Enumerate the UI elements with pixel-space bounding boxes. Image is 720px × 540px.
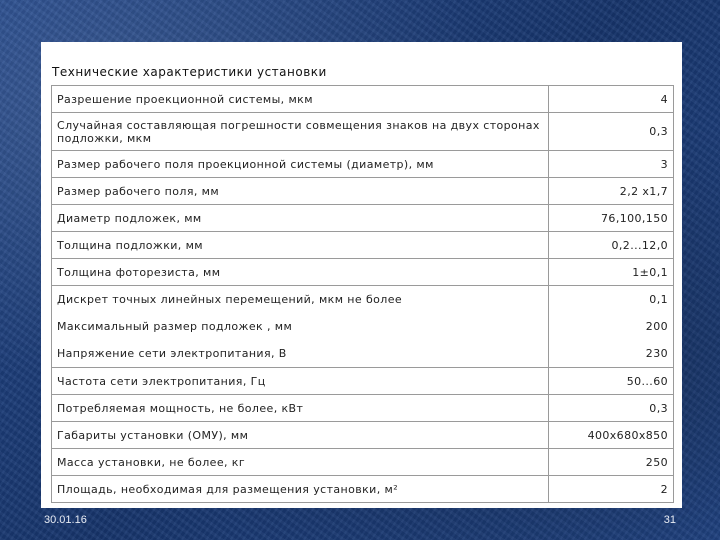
value-max-substrate-size: 200 xyxy=(645,320,668,333)
value-alignment-error: 0,3 xyxy=(549,113,674,151)
param-photoresist-thickness: Толщина фоторезиста, мм xyxy=(52,259,549,286)
specifications-table xyxy=(51,85,674,503)
table-row xyxy=(52,151,674,178)
table-row xyxy=(52,449,674,476)
table-row xyxy=(52,395,674,422)
param-floor-area: Площадь, необходимая для размещения установки, м² xyxy=(52,476,549,503)
param-max-substrate-size: Максимальный размер подложек , мм xyxy=(57,320,293,333)
table-row xyxy=(52,422,674,449)
param-dimensions: Габариты установки (ОМУ), мм xyxy=(52,422,549,449)
param-projection-field-diameter: Размер рабочего поля проекционной системы (диаметр), мм xyxy=(52,151,549,178)
value-floor-area: 2 xyxy=(549,476,674,503)
table-row xyxy=(52,86,674,113)
param-substrate-diameter: Диаметр подложек, мм xyxy=(52,205,549,232)
value-supply-voltage: 230 xyxy=(645,347,668,360)
slide-page-number: 31 xyxy=(663,514,676,526)
value-substrate-thickness: 0,2...12,0 xyxy=(549,232,674,259)
value-projection-field-diameter: 3 xyxy=(549,151,674,178)
value-group-cell xyxy=(549,286,674,368)
value-substrate-diameter: 76,100,150 xyxy=(549,205,674,232)
param-supply-frequency: Частота сети электропитания, Гц xyxy=(52,368,549,395)
table-row xyxy=(52,259,674,286)
value-supply-frequency: 50...60 xyxy=(549,368,674,395)
param-group-cell xyxy=(52,286,549,368)
param-mass: Масса установки, не более, кг xyxy=(52,449,549,476)
slide-content-panel xyxy=(41,42,682,508)
param-work-field-size: Размер рабочего поля, мм xyxy=(52,178,549,205)
value-linear-step: 0,1 xyxy=(649,293,668,306)
slide-title: Технические характеристики установки xyxy=(52,65,327,79)
table-row-group xyxy=(52,286,674,368)
value-mass: 250 xyxy=(549,449,674,476)
table-row xyxy=(52,476,674,503)
value-dimensions: 400x680x850 xyxy=(549,422,674,449)
param-substrate-thickness: Толщина подложки, мм xyxy=(52,232,549,259)
value-photoresist-thickness: 1±0,1 xyxy=(549,259,674,286)
table-row xyxy=(52,232,674,259)
param-supply-voltage: Напряжение сети электропитания, В xyxy=(57,347,287,360)
param-linear-step: Дискрет точных линейных перемещений, мкм не более xyxy=(57,293,403,306)
table-row xyxy=(52,113,674,151)
slide-date: 30.01.16 xyxy=(44,514,87,526)
table-row xyxy=(52,205,674,232)
param-power-consumption: Потребляемая мощность, не более, кВт xyxy=(52,395,549,422)
table-row xyxy=(52,368,674,395)
param-alignment-error: Случайная составляющая погрешности совмещения знаков на двух сторонах подложки, мкм xyxy=(52,113,549,151)
table-row xyxy=(52,178,674,205)
value-work-field-size: 2,2 x1,7 xyxy=(549,178,674,205)
value-power-consumption: 0,3 xyxy=(549,395,674,422)
value-resolution: 4 xyxy=(549,86,674,113)
param-resolution: Разрешение проекционной системы, мкм xyxy=(52,86,549,113)
